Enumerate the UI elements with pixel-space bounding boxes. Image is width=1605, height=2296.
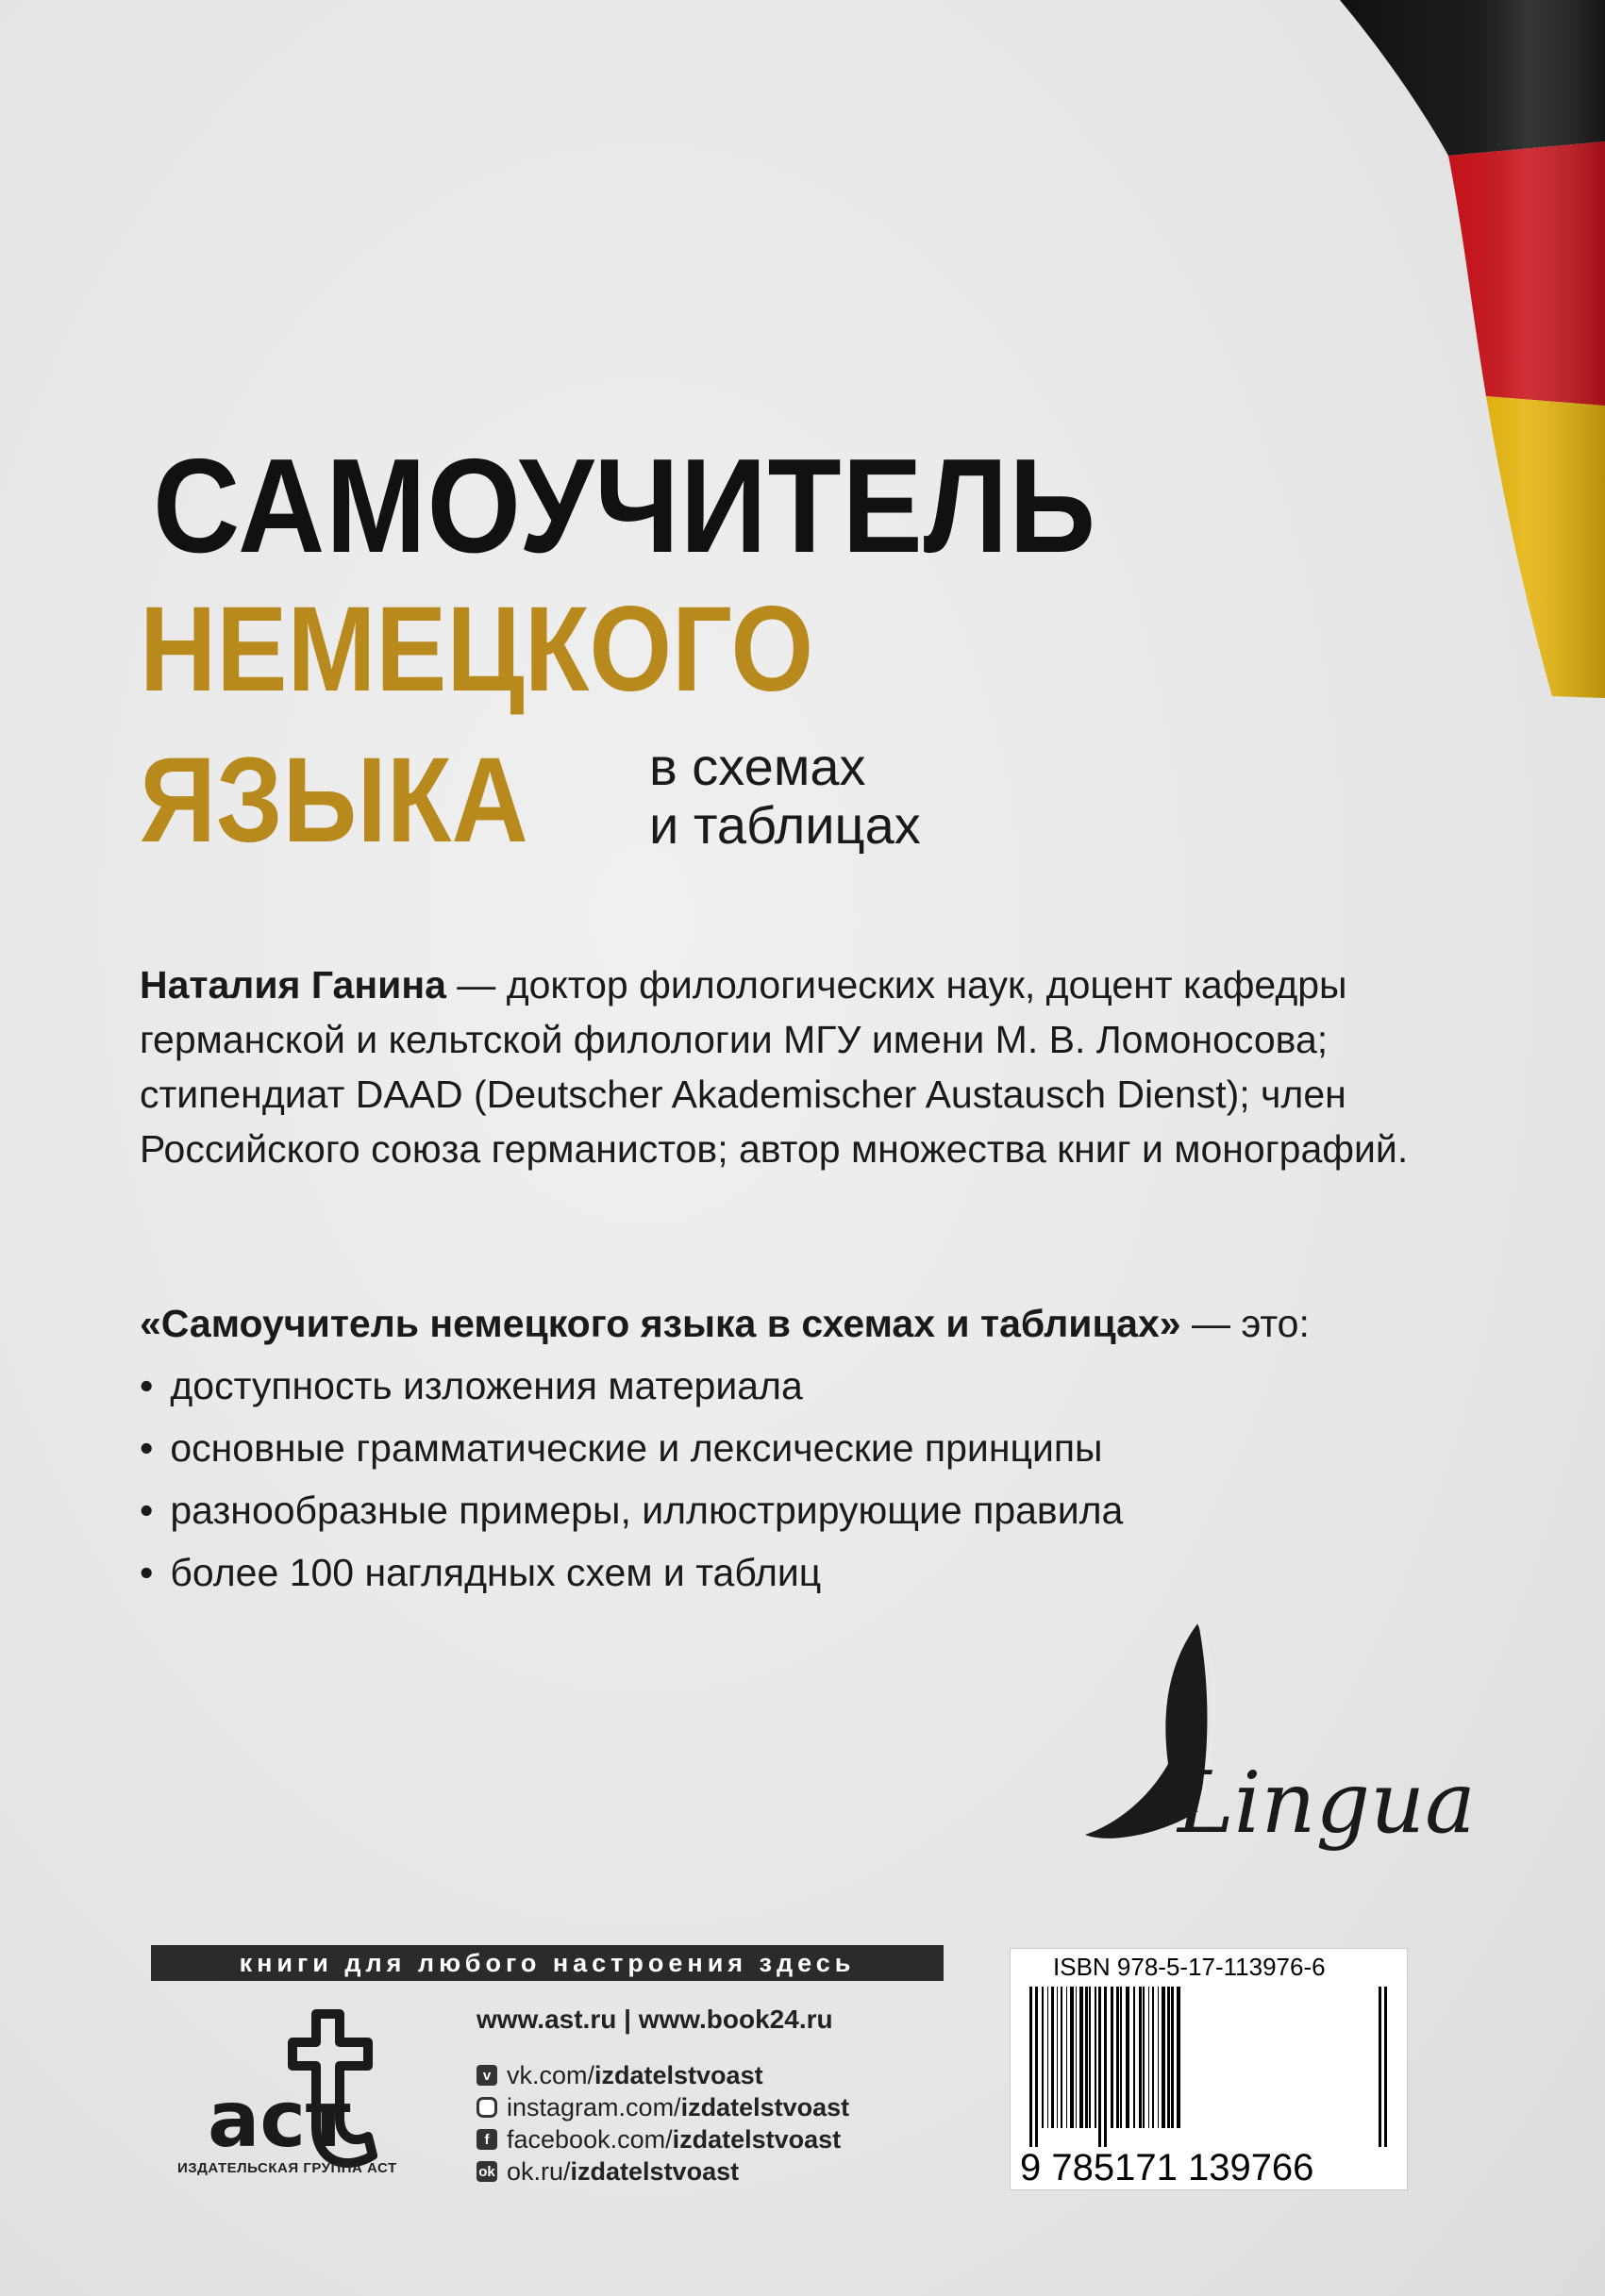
facebook-icon: f: [476, 2129, 497, 2150]
subtitle: [649, 738, 921, 855]
tagline-banner: книги для любого настроения здесь: [151, 1945, 944, 1981]
lingua-logo-text: Lingua: [1178, 1754, 1476, 1853]
ast-logo-text: аст: [208, 2075, 351, 2165]
barcode-bar: [1384, 1987, 1387, 2147]
social-handle: izdatelstvoast: [570, 2156, 740, 2186]
title-line-2: НЕМЕЦКОГО: [140, 582, 814, 717]
subtitle-line-2: и таблицах: [649, 795, 921, 855]
barcode-bar: [1111, 1987, 1113, 2128]
features-block: [140, 1292, 1461, 1604]
barcode-panel: [1010, 1948, 1408, 2190]
features-intro-suffix: — это:: [1180, 1302, 1310, 1345]
author-bio-text: — доктор филологических наук, доцент кафедры германской и кельтской филологии МГУ имени М. В. Ломоносова; стипендиат DAAD (Deutscher Akademischer Austausch Dienst); член Российского союза германистов; автор множества книг и монографий.: [140, 963, 1409, 1171]
barcode-bar: [1029, 1987, 1032, 2147]
subtitle-line-1: в схемах: [649, 737, 866, 796]
social-links: [476, 2059, 849, 2188]
barcode-bar: [1070, 1987, 1074, 2128]
barcode-bar: [1098, 1987, 1101, 2147]
social-link-ok: [476, 2155, 849, 2188]
social-prefix: facebook.com/: [507, 2124, 673, 2154]
barcode-bar: [1042, 1987, 1044, 2128]
social-link-instagram: [476, 2091, 849, 2123]
barcode-bar: [1047, 1987, 1048, 2128]
barcode-image: [1024, 1987, 1394, 2147]
ok-icon: ok: [476, 2161, 497, 2182]
vk-icon: v: [476, 2065, 497, 2086]
ean-number: 9 785171 139766: [1020, 2147, 1314, 2188]
social-handle: izdatelstvoast: [680, 2092, 850, 2121]
title-line-1: САМОУЧИТЕЛЬ: [153, 431, 1096, 581]
social-link-facebook: [476, 2123, 849, 2155]
book-name: «Самоучитель немецкого языка в схемах и таблицах»: [140, 1302, 1181, 1345]
barcode-bar: [1120, 1987, 1122, 2128]
barcode-bar: [1177, 1987, 1180, 2128]
lingua-series-logo: [1057, 1622, 1476, 1868]
social-handle: izdatelstvoast: [594, 2060, 763, 2089]
barcode-bar: [1126, 1987, 1129, 2128]
feature-item: • доступность изложения материала: [140, 1355, 1461, 1417]
barcode-bar: [1158, 1987, 1159, 2128]
isbn-number: ISBN 978-5-17-113976-6: [1053, 1953, 1326, 1981]
author-name: Наталия Ганина: [140, 963, 446, 1007]
barcode-bar: [1089, 1987, 1091, 2128]
barcode-bar: [1076, 1987, 1077, 2128]
publisher-websites: www.ast.ru | www.book24.ru: [476, 2005, 833, 2034]
barcode-bar: [1116, 1987, 1119, 2128]
barcode-bar: [1035, 1987, 1038, 2147]
barcode-bar: [1171, 1987, 1174, 2128]
barcode-bar: [1379, 1987, 1381, 2147]
barcode-bar: [1167, 1987, 1170, 2128]
barcode-bar: [1085, 1987, 1088, 2128]
barcode-bar: [1162, 1987, 1165, 2128]
social-prefix: vk.com/: [507, 2060, 595, 2089]
social-handle: izdatelstvoast: [672, 2124, 842, 2154]
german-flag-image: [1321, 0, 1605, 698]
barcode-bar: [1057, 1987, 1058, 2128]
barcode-bar: [1079, 1987, 1083, 2128]
features-intro: [140, 1292, 1461, 1355]
title-line-3: ЯЗЫКА: [140, 733, 528, 868]
social-prefix: instagram.com/: [507, 2092, 681, 2121]
social-link-vk: [476, 2059, 849, 2091]
feature-item: • основные грамматические и лексические принципы: [140, 1417, 1461, 1479]
barcode-bar: [1051, 1987, 1054, 2128]
publisher-name: ИЗДАТЕЛЬСКАЯ ГРУППА АСТ: [177, 2160, 397, 2176]
barcode-bar: [1152, 1987, 1154, 2128]
barcode-bar: [1104, 1987, 1107, 2147]
barcode-bar: [1095, 1987, 1096, 2128]
barcode-bar: [1143, 1987, 1145, 2128]
author-bio: [140, 957, 1442, 1176]
barcode-bar: [1139, 1987, 1142, 2128]
barcode-bar: [1061, 1987, 1062, 2128]
barcode-bar: [1133, 1987, 1135, 2128]
features-list: [140, 1355, 1461, 1604]
instagram-icon: [476, 2097, 497, 2118]
feature-item: • более 100 наглядных схем и таблиц: [140, 1541, 1461, 1604]
ast-publisher-logo: [184, 2005, 410, 2174]
barcode-bar: [1148, 1987, 1149, 2128]
feature-item: • разнообразные примеры, иллюстрирующие правила: [140, 1479, 1461, 1541]
barcode-bar: [1066, 1987, 1067, 2128]
social-prefix: ok.ru/: [507, 2156, 571, 2186]
